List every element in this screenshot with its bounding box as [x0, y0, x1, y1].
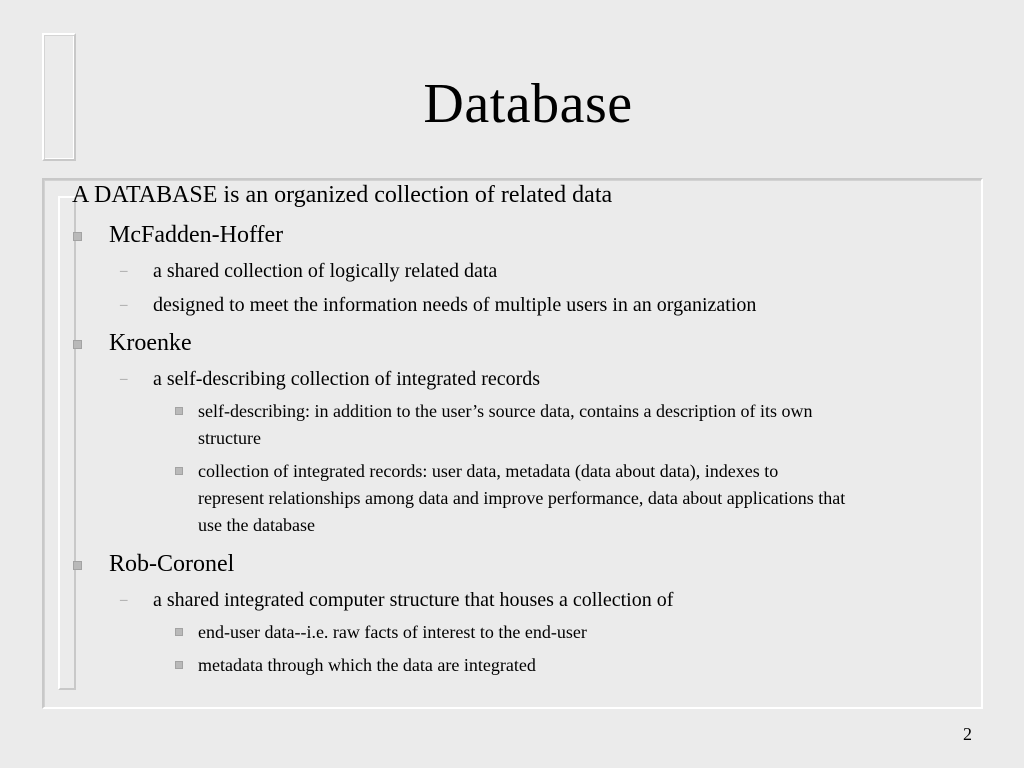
- bullet-mcfadden-hoffer: [72, 220, 952, 250]
- sub-bullet-label: designed to meet the information needs of multiple users in an organization: [153, 294, 757, 316]
- sub-bullet: [72, 366, 952, 392]
- sub-sub-bullet-label: end-user data--i.e. raw facts of interest to the end-user: [198, 622, 587, 642]
- small-square-bullet-icon: [175, 628, 183, 636]
- sub-bullet: [72, 292, 952, 318]
- slide-title: Database: [423, 73, 633, 135]
- sub-sub-bullet-label: self-describing: in addition to the user’s source data, contains a description of its own structure: [198, 401, 813, 448]
- sub-bullet-label: a self-describing collection of integrated records: [153, 368, 541, 390]
- dash-bullet-icon: –: [120, 263, 128, 279]
- dash-bullet-icon: –: [120, 297, 128, 313]
- sub-sub-bullet: [72, 619, 848, 646]
- small-square-bullet-icon: [175, 407, 183, 415]
- sub-bullet-label: a shared collection of logically related data: [153, 260, 498, 282]
- sub-sub-bullet-label: collection of integrated records: user data, metadata (data about data), indexes to represent relationships among data and improve performance, data about applications that use the database: [198, 461, 846, 535]
- dash-bullet-icon: –: [120, 592, 128, 608]
- sub-sub-bullet: [72, 458, 848, 539]
- sub-bullet: [72, 587, 952, 613]
- bullet-label: McFadden-Hoffer: [109, 222, 284, 248]
- sub-bullet-label: a shared integrated computer structure that houses a collection of: [153, 589, 674, 611]
- bullet-label: Rob-Coronel: [109, 551, 235, 577]
- intro-text: A DATABASE is an organized collection of related data: [72, 182, 613, 208]
- dash-bullet-icon: –: [120, 371, 128, 387]
- sub-sub-bullet: [72, 398, 848, 452]
- bullet-label: Kroenke: [109, 330, 192, 356]
- slide-body: [72, 180, 952, 679]
- square-bullet-icon: [73, 561, 82, 570]
- small-square-bullet-icon: [175, 661, 183, 669]
- bullet-rob-coronel: [72, 549, 952, 579]
- sub-sub-bullet: [72, 652, 848, 679]
- page-number: 2: [963, 724, 972, 744]
- small-square-bullet-icon: [175, 467, 183, 475]
- sub-bullet: [72, 258, 952, 284]
- sub-sub-bullet-label: metadata through which the data are integrated: [198, 655, 536, 675]
- square-bullet-icon: [73, 232, 82, 241]
- square-bullet-icon: [73, 340, 82, 349]
- bullet-kroenke: [72, 328, 952, 358]
